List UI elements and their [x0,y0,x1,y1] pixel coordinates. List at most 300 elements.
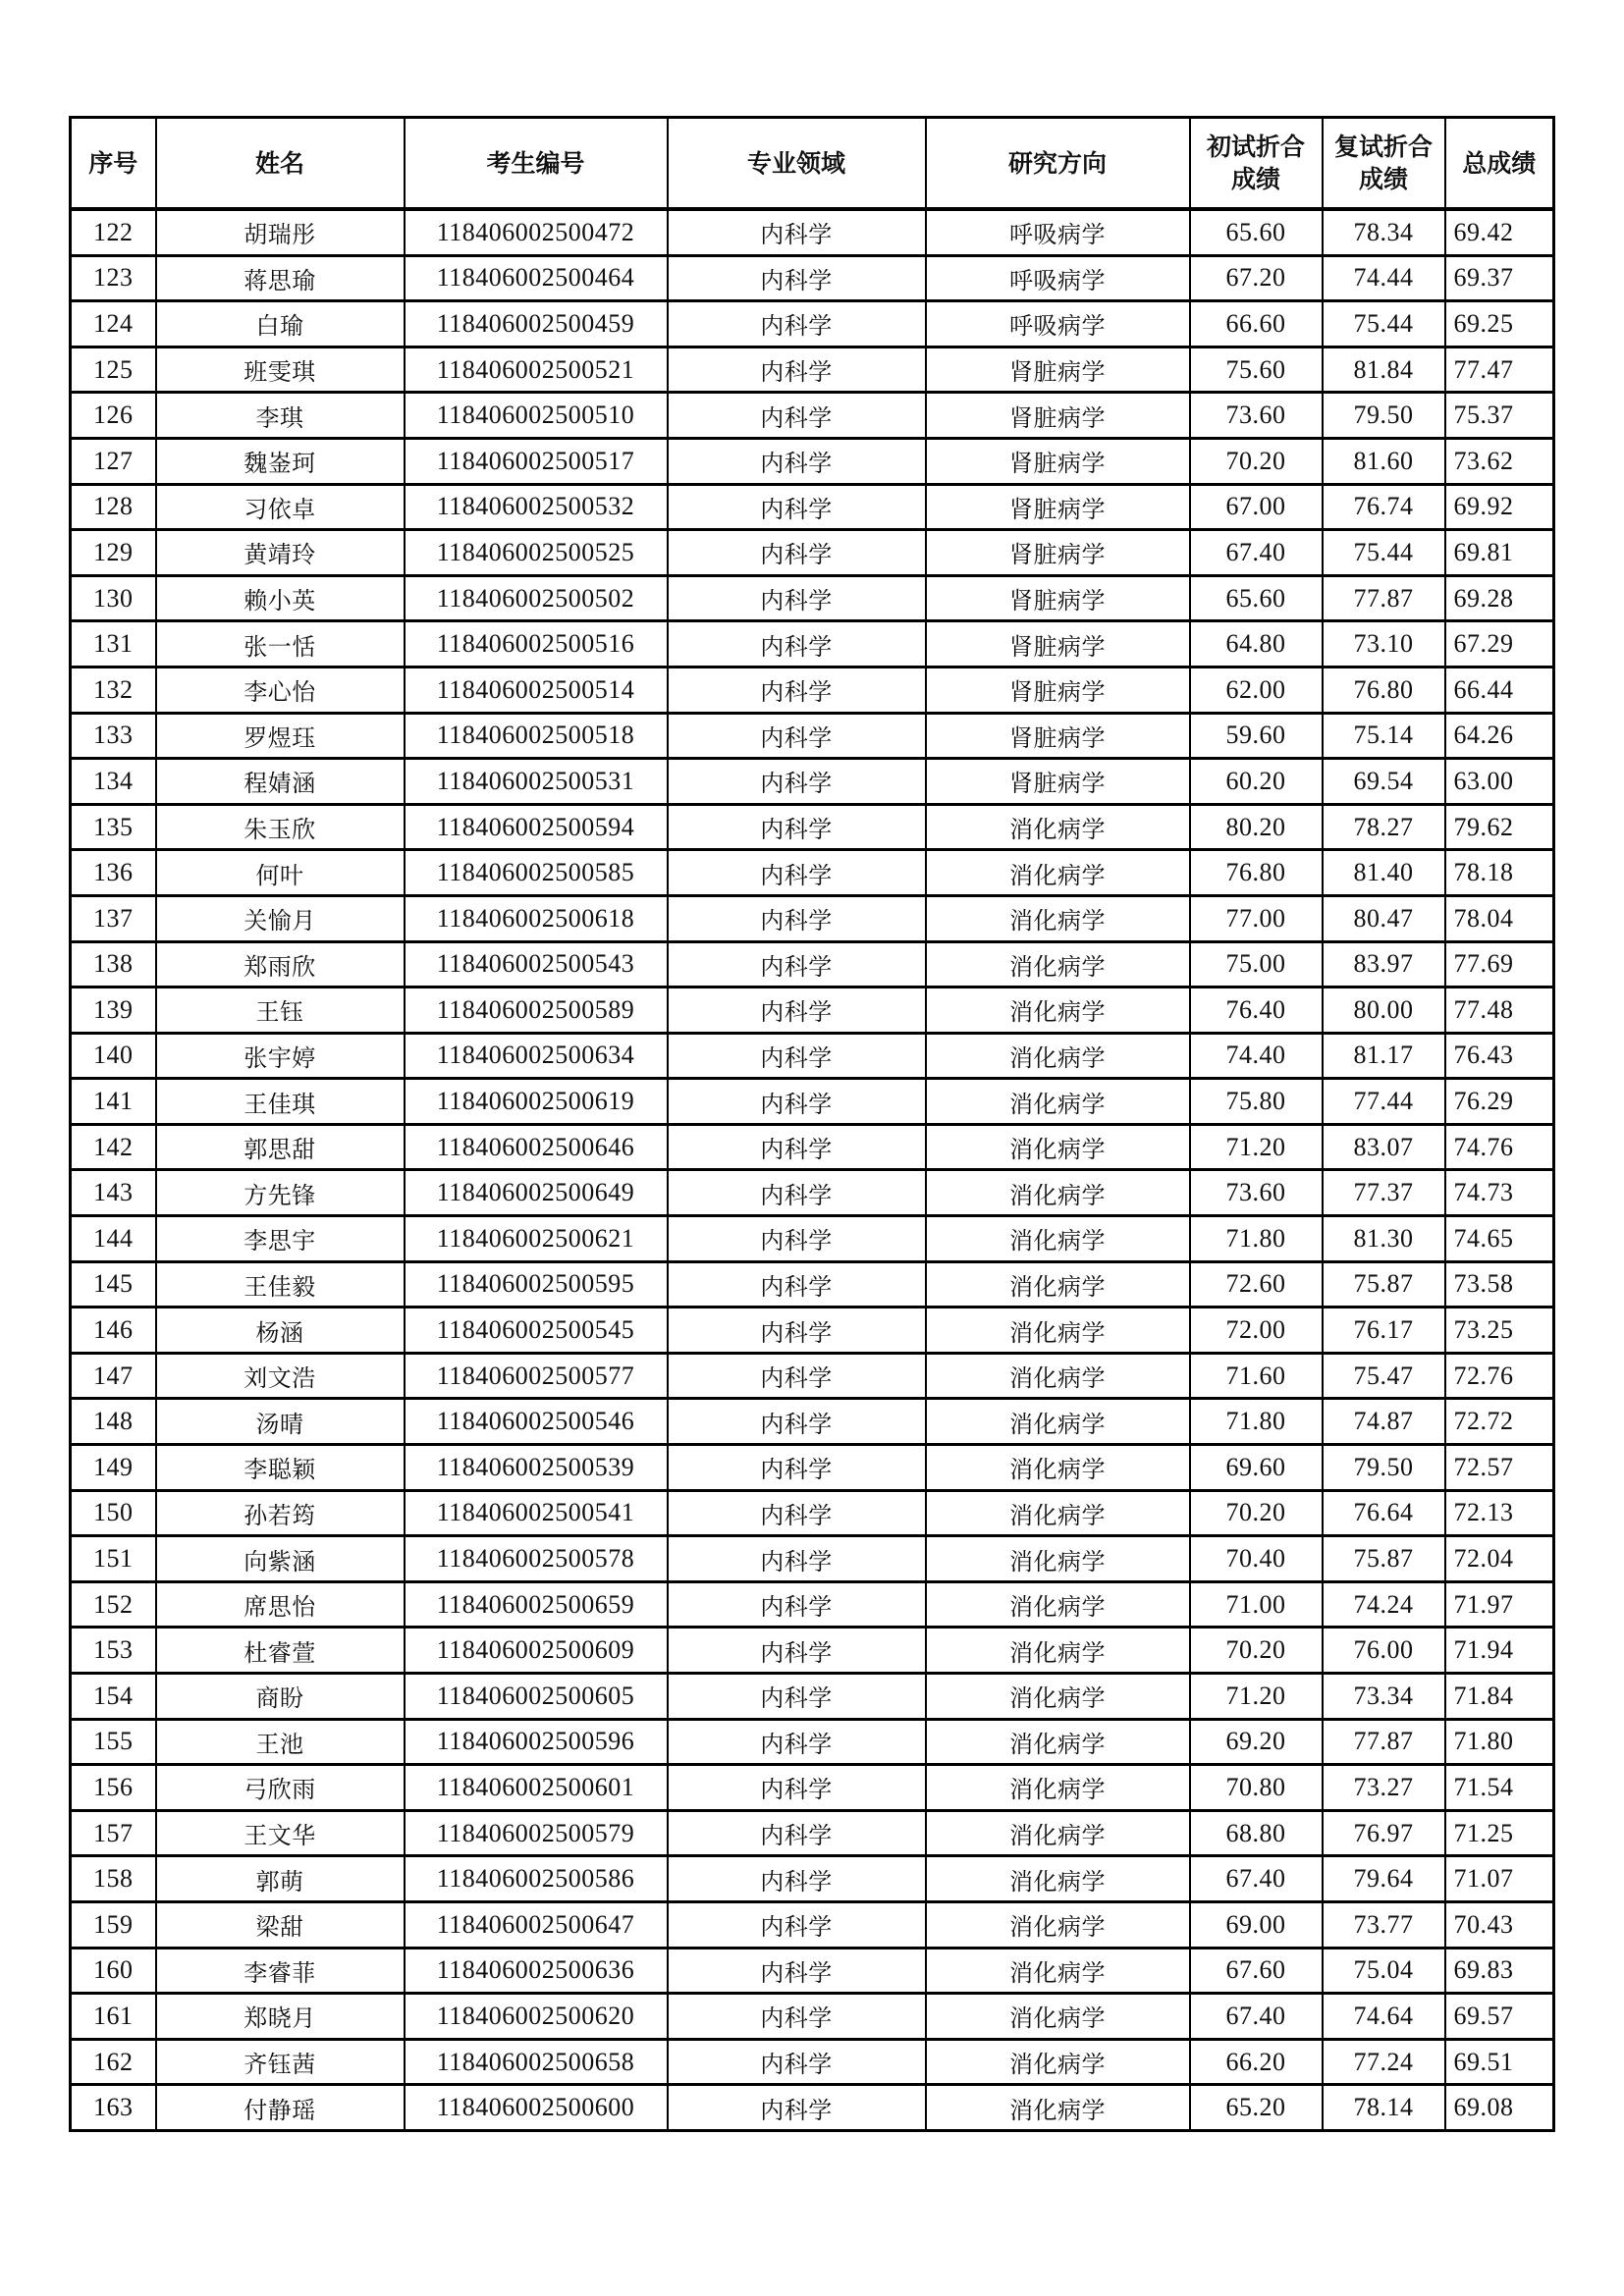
cell-direction: 消化病学 [926,1581,1190,1628]
table-row [71,1261,1554,1308]
cell-candidate-id: 118406002500586 [405,1856,668,1902]
cell-name: 郭萌 [156,1856,405,1902]
cell-field: 内科学 [668,1399,926,1445]
cell-retest-score: 81.30 [1323,1216,1445,1262]
table-row [71,1490,1554,1536]
cell-retest-score: 73.27 [1323,1765,1445,1811]
cell-candidate-id: 118406002500595 [405,1261,668,1308]
cell-total-score: 74.76 [1445,1124,1554,1170]
cell-total-score: 77.69 [1445,941,1554,988]
cell-no: 152 [71,1581,156,1628]
cell-name: 张一恬 [156,621,405,667]
cell-candidate-id: 118406002500516 [405,621,668,667]
cell-name: 王钰 [156,988,405,1034]
cell-prelim-score: 73.60 [1190,393,1323,439]
cell-prelim-score: 59.60 [1190,713,1323,759]
cell-retest-score: 81.40 [1323,850,1445,896]
table-row [71,1901,1554,1948]
cell-retest-score: 79.64 [1323,1856,1445,1902]
cell-name: 关愉月 [156,895,405,941]
cell-direction: 肾脏病学 [926,759,1190,805]
cell-name: 何叶 [156,850,405,896]
cell-name: 席思怡 [156,1581,405,1628]
cell-total-score: 71.97 [1445,1581,1554,1628]
cell-name: 杨涵 [156,1308,405,1354]
cell-field: 内科学 [668,255,926,301]
cell-field: 内科学 [668,988,926,1034]
cell-prelim-score: 70.20 [1190,1490,1323,1536]
cell-name: 李心怡 [156,667,405,713]
cell-retest-score: 81.84 [1323,347,1445,393]
cell-name: 魏崟珂 [156,438,405,484]
cell-no: 124 [71,301,156,347]
cell-total-score: 71.54 [1445,1765,1554,1811]
cell-field: 内科学 [668,1445,926,1491]
cell-total-score: 63.00 [1445,759,1554,805]
cell-name: 齐钰茜 [156,2039,405,2085]
cell-prelim-score: 71.20 [1190,1674,1323,1720]
cell-total-score: 72.57 [1445,1445,1554,1491]
cell-direction: 消化病学 [926,2085,1190,2131]
cell-prelim-score: 76.40 [1190,988,1323,1034]
cell-direction: 消化病学 [926,1445,1190,1491]
cell-no: 141 [71,1079,156,1125]
cell-retest-score: 77.24 [1323,2039,1445,2085]
cell-candidate-id: 118406002500605 [405,1674,668,1720]
cell-direction: 肾脏病学 [926,575,1190,621]
cell-no: 155 [71,1719,156,1765]
cell-direction: 消化病学 [926,1170,1190,1216]
cell-retest-score: 80.00 [1323,988,1445,1034]
cell-no: 163 [71,2085,156,2131]
cell-name: 班雯琪 [156,347,405,393]
cell-total-score: 74.73 [1445,1170,1554,1216]
cell-candidate-id: 118406002500532 [405,484,668,530]
cell-field: 内科学 [668,209,926,255]
cell-name: 赖小英 [156,575,405,621]
cell-prelim-score: 67.40 [1190,1856,1323,1902]
cell-direction: 肾脏病学 [926,667,1190,713]
cell-direction: 消化病学 [926,1536,1190,1582]
header-direction: 研究方向 [926,118,1190,210]
cell-field: 内科学 [668,575,926,621]
cell-no: 146 [71,1308,156,1354]
cell-candidate-id: 118406002500543 [405,941,668,988]
cell-candidate-id: 118406002500620 [405,1994,668,2040]
cell-total-score: 72.04 [1445,1536,1554,1582]
cell-field: 内科学 [668,1810,926,1856]
cell-no: 138 [71,941,156,988]
cell-prelim-score: 70.20 [1190,1628,1323,1674]
cell-direction: 消化病学 [926,1948,1190,1994]
cell-no: 143 [71,1170,156,1216]
cell-retest-score: 74.64 [1323,1994,1445,2040]
cell-retest-score: 73.34 [1323,1674,1445,1720]
table-row [71,209,1554,255]
cell-prelim-score: 72.60 [1190,1261,1323,1308]
cell-retest-score: 76.80 [1323,667,1445,713]
table-row [71,1581,1554,1628]
cell-direction: 消化病学 [926,941,1190,988]
cell-field: 内科学 [668,1719,926,1765]
cell-no: 139 [71,988,156,1034]
cell-candidate-id: 118406002500578 [405,1536,668,1582]
cell-name: 李睿菲 [156,1948,405,1994]
table-row [71,1674,1554,1720]
table-row [71,850,1554,896]
header-retest-score: 复试折合成绩 [1323,118,1445,210]
cell-retest-score: 75.87 [1323,1536,1445,1582]
cell-direction: 消化病学 [926,850,1190,896]
cell-direction: 消化病学 [926,1124,1190,1170]
cell-no: 162 [71,2039,156,2085]
cell-name: 向紫涵 [156,1536,405,1582]
cell-prelim-score: 72.00 [1190,1308,1323,1354]
cell-direction: 呼吸病学 [926,209,1190,255]
cell-prelim-score: 74.40 [1190,1033,1323,1079]
cell-no: 125 [71,347,156,393]
cell-direction: 消化病学 [926,988,1190,1034]
cell-direction: 消化病学 [926,804,1190,850]
cell-direction: 肾脏病学 [926,393,1190,439]
cell-candidate-id: 118406002500634 [405,1033,668,1079]
cell-prelim-score: 62.00 [1190,667,1323,713]
cell-candidate-id: 118406002500658 [405,2039,668,2085]
cell-no: 153 [71,1628,156,1674]
cell-prelim-score: 70.80 [1190,1765,1323,1811]
table-row [71,1170,1554,1216]
cell-total-score: 64.26 [1445,713,1554,759]
cell-prelim-score: 69.60 [1190,1445,1323,1491]
cell-field: 内科学 [668,804,926,850]
cell-prelim-score: 69.00 [1190,1901,1323,1948]
cell-retest-score: 81.17 [1323,1033,1445,1079]
table-row [71,301,1554,347]
table-row [71,1399,1554,1445]
cell-total-score: 69.28 [1445,575,1554,621]
table-row [71,1536,1554,1582]
cell-field: 内科学 [668,1079,926,1125]
cell-candidate-id: 118406002500472 [405,209,668,255]
cell-direction: 消化病学 [926,1399,1190,1445]
cell-candidate-id: 118406002500659 [405,1581,668,1628]
cell-direction: 消化病学 [926,2039,1190,2085]
cell-total-score: 79.62 [1445,804,1554,850]
cell-retest-score: 78.27 [1323,804,1445,850]
cell-direction: 消化病学 [926,1994,1190,2040]
cell-field: 内科学 [668,1261,926,1308]
cell-direction: 消化病学 [926,1079,1190,1125]
cell-candidate-id: 118406002500618 [405,895,668,941]
cell-no: 161 [71,1994,156,2040]
cell-field: 内科学 [668,1901,926,1948]
header-prelim-score: 初试折合成绩 [1190,118,1323,210]
cell-retest-score: 74.24 [1323,1581,1445,1628]
cell-name: 张宇婷 [156,1033,405,1079]
cell-prelim-score: 67.00 [1190,484,1323,530]
cell-total-score: 69.92 [1445,484,1554,530]
cell-direction: 消化病学 [926,1901,1190,1948]
cell-total-score: 71.94 [1445,1628,1554,1674]
cell-field: 内科学 [668,1490,926,1536]
cell-no: 137 [71,895,156,941]
table-row [71,1994,1554,2040]
cell-no: 128 [71,484,156,530]
cell-no: 131 [71,621,156,667]
cell-candidate-id: 118406002500619 [405,1079,668,1125]
table-row [71,1308,1554,1354]
cell-no: 154 [71,1674,156,1720]
cell-retest-score: 75.04 [1323,1948,1445,1994]
cell-field: 内科学 [668,484,926,530]
cell-prelim-score: 71.80 [1190,1399,1323,1445]
cell-total-score: 74.65 [1445,1216,1554,1262]
cell-no: 151 [71,1536,156,1582]
cell-name: 胡瑞彤 [156,209,405,255]
cell-name: 王文华 [156,1810,405,1856]
cell-candidate-id: 118406002500589 [405,988,668,1034]
cell-prelim-score: 67.20 [1190,255,1323,301]
cell-field: 内科学 [668,1581,926,1628]
cell-name: 梁甜 [156,1901,405,1948]
cell-prelim-score: 70.20 [1190,438,1323,484]
cell-direction: 呼吸病学 [926,301,1190,347]
cell-no: 133 [71,713,156,759]
cell-retest-score: 75.44 [1323,530,1445,576]
table-row [71,438,1554,484]
cell-total-score: 72.76 [1445,1353,1554,1399]
cell-name: 王池 [156,1719,405,1765]
table-row [71,393,1554,439]
cell-no: 129 [71,530,156,576]
cell-no: 156 [71,1765,156,1811]
cell-prelim-score: 75.60 [1190,347,1323,393]
cell-total-score: 69.25 [1445,301,1554,347]
cell-candidate-id: 118406002500464 [405,255,668,301]
cell-direction: 消化病学 [926,1628,1190,1674]
cell-name: 弓欣雨 [156,1765,405,1811]
cell-total-score: 69.57 [1445,1994,1554,2040]
cell-direction: 消化病学 [926,1308,1190,1354]
cell-field: 内科学 [668,1124,926,1170]
cell-no: 126 [71,393,156,439]
score-table-page [69,116,1552,2132]
cell-candidate-id: 118406002500585 [405,850,668,896]
cell-retest-score: 78.34 [1323,209,1445,255]
cell-name: 李琪 [156,393,405,439]
cell-retest-score: 76.64 [1323,1490,1445,1536]
cell-retest-score: 77.87 [1323,1719,1445,1765]
cell-field: 内科学 [668,1308,926,1354]
cell-name: 李聪颖 [156,1445,405,1491]
cell-name: 黄靖玲 [156,530,405,576]
cell-field: 内科学 [668,2085,926,2131]
cell-prelim-score: 71.00 [1190,1581,1323,1628]
cell-name: 付静瑶 [156,2085,405,2131]
cell-direction: 肾脏病学 [926,713,1190,759]
cell-candidate-id: 118406002500647 [405,1901,668,1948]
cell-total-score: 73.25 [1445,1308,1554,1354]
cell-candidate-id: 118406002500646 [405,1124,668,1170]
cell-prelim-score: 80.20 [1190,804,1323,850]
table-row [71,667,1554,713]
cell-direction: 消化病学 [926,1033,1190,1079]
cell-direction: 肾脏病学 [926,621,1190,667]
cell-field: 内科学 [668,1765,926,1811]
cell-no: 142 [71,1124,156,1170]
table-row [71,484,1554,530]
cell-candidate-id: 118406002500577 [405,1353,668,1399]
cell-candidate-id: 118406002500546 [405,1399,668,1445]
cell-candidate-id: 118406002500514 [405,667,668,713]
cell-no: 123 [71,255,156,301]
cell-candidate-id: 118406002500649 [405,1170,668,1216]
cell-total-score: 71.80 [1445,1719,1554,1765]
cell-field: 内科学 [668,2039,926,2085]
cell-no: 147 [71,1353,156,1399]
cell-candidate-id: 118406002500502 [405,575,668,621]
cell-name: 程婧涵 [156,759,405,805]
cell-candidate-id: 118406002500510 [405,393,668,439]
cell-candidate-id: 118406002500579 [405,1810,668,1856]
cell-field: 内科学 [668,667,926,713]
cell-candidate-id: 118406002500601 [405,1765,668,1811]
cell-no: 150 [71,1490,156,1536]
cell-no: 157 [71,1810,156,1856]
cell-name: 方先锋 [156,1170,405,1216]
cell-retest-score: 83.97 [1323,941,1445,988]
cell-field: 内科学 [668,1948,926,1994]
cell-total-score: 76.43 [1445,1033,1554,1079]
cell-total-score: 73.58 [1445,1261,1554,1308]
cell-field: 内科学 [668,393,926,439]
cell-field: 内科学 [668,1033,926,1079]
cell-name: 杜睿萱 [156,1628,405,1674]
table-row [71,1765,1554,1811]
cell-name: 王佳毅 [156,1261,405,1308]
cell-no: 134 [71,759,156,805]
cell-field: 内科学 [668,1353,926,1399]
cell-field: 内科学 [668,1216,926,1262]
cell-field: 内科学 [668,1536,926,1582]
cell-prelim-score: 75.80 [1190,1079,1323,1125]
table-row [71,255,1554,301]
cell-candidate-id: 118406002500600 [405,2085,668,2131]
cell-total-score: 76.29 [1445,1079,1554,1125]
cell-retest-score: 75.87 [1323,1261,1445,1308]
cell-prelim-score: 65.60 [1190,209,1323,255]
cell-retest-score: 78.14 [1323,2085,1445,2131]
cell-field: 内科学 [668,1856,926,1902]
cell-total-score: 71.07 [1445,1856,1554,1902]
cell-prelim-score: 67.60 [1190,1948,1323,1994]
cell-prelim-score: 71.60 [1190,1353,1323,1399]
cell-field: 内科学 [668,850,926,896]
cell-retest-score: 75.14 [1323,713,1445,759]
cell-no: 135 [71,804,156,850]
cell-field: 内科学 [668,1170,926,1216]
cell-direction: 消化病学 [926,1856,1190,1902]
cell-field: 内科学 [668,941,926,988]
table-row [71,1216,1554,1262]
table-row [71,1124,1554,1170]
table-row [71,575,1554,621]
cell-prelim-score: 66.60 [1190,301,1323,347]
cell-prelim-score: 71.20 [1190,1124,1323,1170]
cell-retest-score: 69.54 [1323,759,1445,805]
cell-field: 内科学 [668,1674,926,1720]
cell-candidate-id: 118406002500541 [405,1490,668,1536]
cell-no: 144 [71,1216,156,1262]
table-row [71,2085,1554,2131]
cell-candidate-id: 118406002500531 [405,759,668,805]
cell-total-score: 72.13 [1445,1490,1554,1536]
cell-retest-score: 76.74 [1323,484,1445,530]
cell-total-score: 71.84 [1445,1674,1554,1720]
cell-name: 朱玉欣 [156,804,405,850]
score-table [69,116,1555,2132]
cell-prelim-score: 67.40 [1190,1994,1323,2040]
cell-total-score: 69.83 [1445,1948,1554,1994]
cell-direction: 消化病学 [926,1261,1190,1308]
cell-total-score: 67.29 [1445,621,1554,667]
cell-total-score: 75.37 [1445,393,1554,439]
cell-prelim-score: 68.80 [1190,1810,1323,1856]
cell-retest-score: 77.87 [1323,575,1445,621]
cell-retest-score: 75.44 [1323,301,1445,347]
cell-prelim-score: 76.80 [1190,850,1323,896]
table-body [71,209,1554,2130]
cell-field: 内科学 [668,621,926,667]
cell-candidate-id: 118406002500636 [405,1948,668,1994]
table-row [71,1856,1554,1902]
table-row [71,759,1554,805]
table-row [71,1628,1554,1674]
cell-total-score: 69.08 [1445,2085,1554,2131]
cell-no: 132 [71,667,156,713]
cell-retest-score: 76.00 [1323,1628,1445,1674]
cell-no: 160 [71,1948,156,1994]
cell-field: 内科学 [668,1628,926,1674]
table-row [71,1445,1554,1491]
cell-field: 内科学 [668,438,926,484]
cell-retest-score: 79.50 [1323,393,1445,439]
cell-field: 内科学 [668,301,926,347]
cell-direction: 消化病学 [926,1674,1190,1720]
cell-name: 罗煜珏 [156,713,405,759]
cell-no: 158 [71,1856,156,1902]
cell-no: 148 [71,1399,156,1445]
cell-no: 130 [71,575,156,621]
cell-name: 白瑜 [156,301,405,347]
cell-field: 内科学 [668,895,926,941]
cell-direction: 呼吸病学 [926,255,1190,301]
cell-name: 商盼 [156,1674,405,1720]
cell-name: 郭思甜 [156,1124,405,1170]
cell-candidate-id: 118406002500545 [405,1308,668,1354]
cell-direction: 消化病学 [926,1765,1190,1811]
cell-total-score: 71.25 [1445,1810,1554,1856]
header-total-score: 总成绩 [1445,118,1554,210]
cell-prelim-score: 64.80 [1190,621,1323,667]
cell-candidate-id: 118406002500525 [405,530,668,576]
cell-retest-score: 83.07 [1323,1124,1445,1170]
cell-prelim-score: 71.80 [1190,1216,1323,1262]
cell-prelim-score: 67.40 [1190,530,1323,576]
cell-total-score: 70.43 [1445,1901,1554,1948]
table-row [71,713,1554,759]
cell-retest-score: 76.97 [1323,1810,1445,1856]
